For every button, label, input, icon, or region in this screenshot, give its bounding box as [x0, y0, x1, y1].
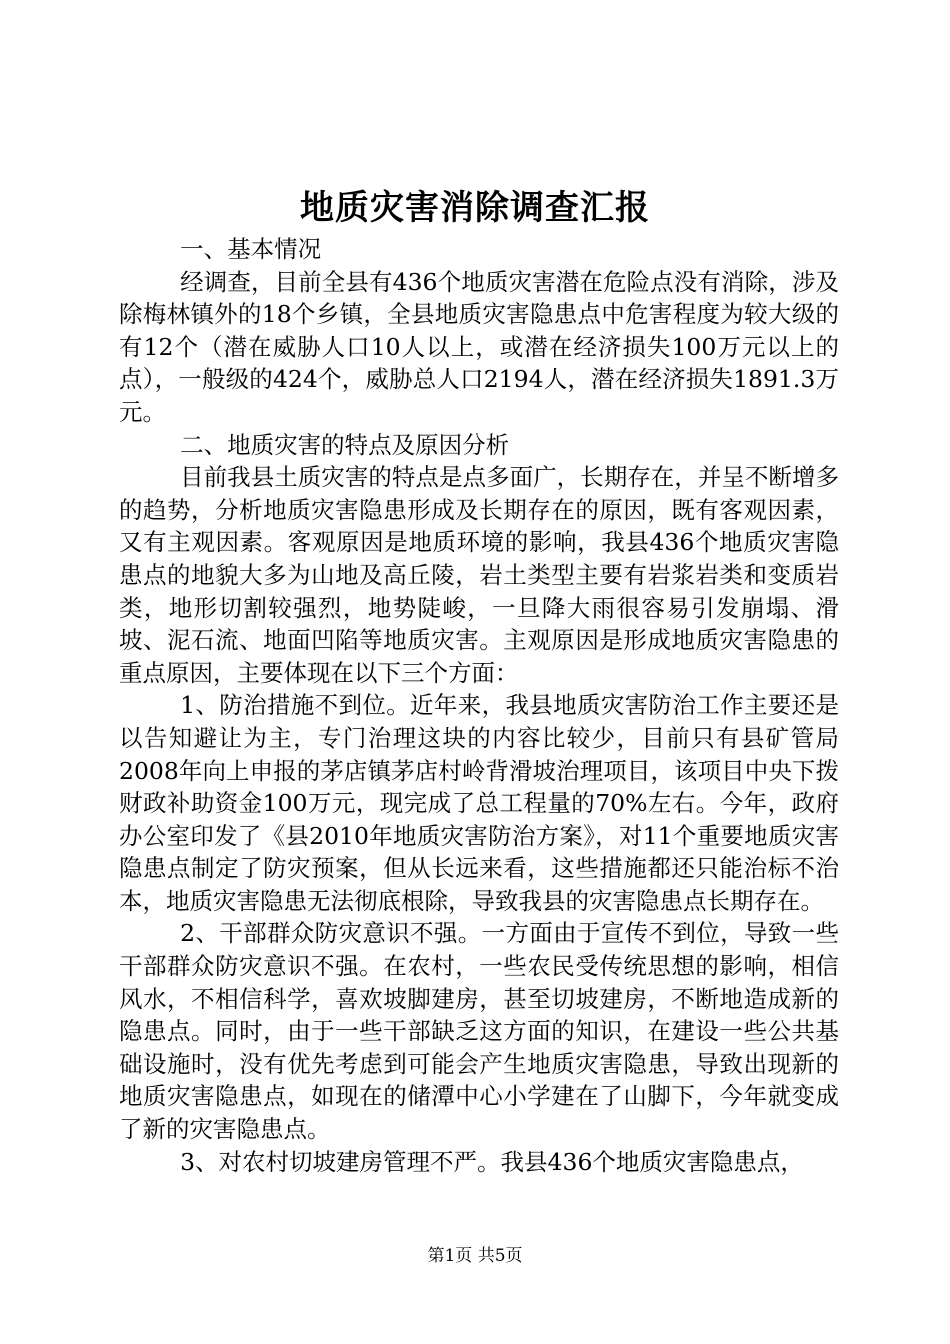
paragraph-point-2: 2、干部群众防灾意识不强。一方面由于宣传不到位，导致一些干部群众防灾意识不强。在农村，一些农民受传统思想的影响，相信风水，不相信科学，喜欢坡脚建房，甚至切坡建房，不断地造成新的隐患点。同时，由于一些干部缺乏这方面的知识，在建设一些公共基础设施时，没有优先考虑到可能会产生地质灾害隐患，导致出现新的地质灾害隐患点，如现在的储潭中心小学建在了山脚下，今年就变成了新的灾害隐患点。 [119, 919, 839, 1144]
section-heading-basic: 一、基本情况 [180, 235, 322, 263]
paragraph-basic-situation: 经调查，目前全县有436个地质灾害潜在危险点没有消除，涉及除梅林镇外的18个乡镇，全县地质灾害隐患点中危害程度为较大级的有12个（潜在威胁人口10人以上，或潜在经济损失100万元以上的点），一般级的424个，威胁总人口2194人，潜在经济损失1891.3万元。 [119, 267, 839, 426]
section-heading-analysis: 二、地质灾害的特点及原因分析 [180, 430, 510, 459]
document-title: 地质灾害消除调查汇报 [300, 188, 650, 228]
document-body [119, 233, 839, 1178]
page-footer: 第1页 共5页 [427, 1246, 523, 1266]
paragraph-analysis: 目前我县土质灾害的特点是点多面广，长期存在，并呈不断增多的趋势，分析地质灾害隐患形成及长期存在的原因，既有客观因素，又有主观因素。客观原因是地质环境的影响，我县436个地质灾害隐患点的地貌大多为山地及高丘陵，岩土类型主要有岩浆岩类和变质岩类，地形切割较强烈，地势陡峻，一旦降大雨很容易引发崩塌、滑坡、泥石流、地面凹陷等地质灾害。主观原因是形成地质灾害隐患的重点原因，主要体现在以下三个方面： [119, 463, 839, 687]
paragraph-point-1: 1、防治措施不到位。近年来，我县地质灾害防治工作主要还是以告知避让为主，专门治理这块的内容比较少，目前只有县矿管局2008年向上申报的茅店镇茅店村岭背滑坡治理项目，该项目中央下拨财政补助资金100万元，现完成了总工程量的70%左右。今年，政府办公室印发了《县2010年地质灾害防治方案》，对11个重要地质灾害隐患点制定了防灾预案，但从长远来看，这些措施都还只能治标不治本，地质灾害隐患无法彻底根除，导致我县的灾害隐患点长期存在。 [119, 691, 839, 915]
paragraph-point-3: 3、对农村切坡建房管理不严。我县436个地质灾害隐患点， [180, 1147, 804, 1176]
